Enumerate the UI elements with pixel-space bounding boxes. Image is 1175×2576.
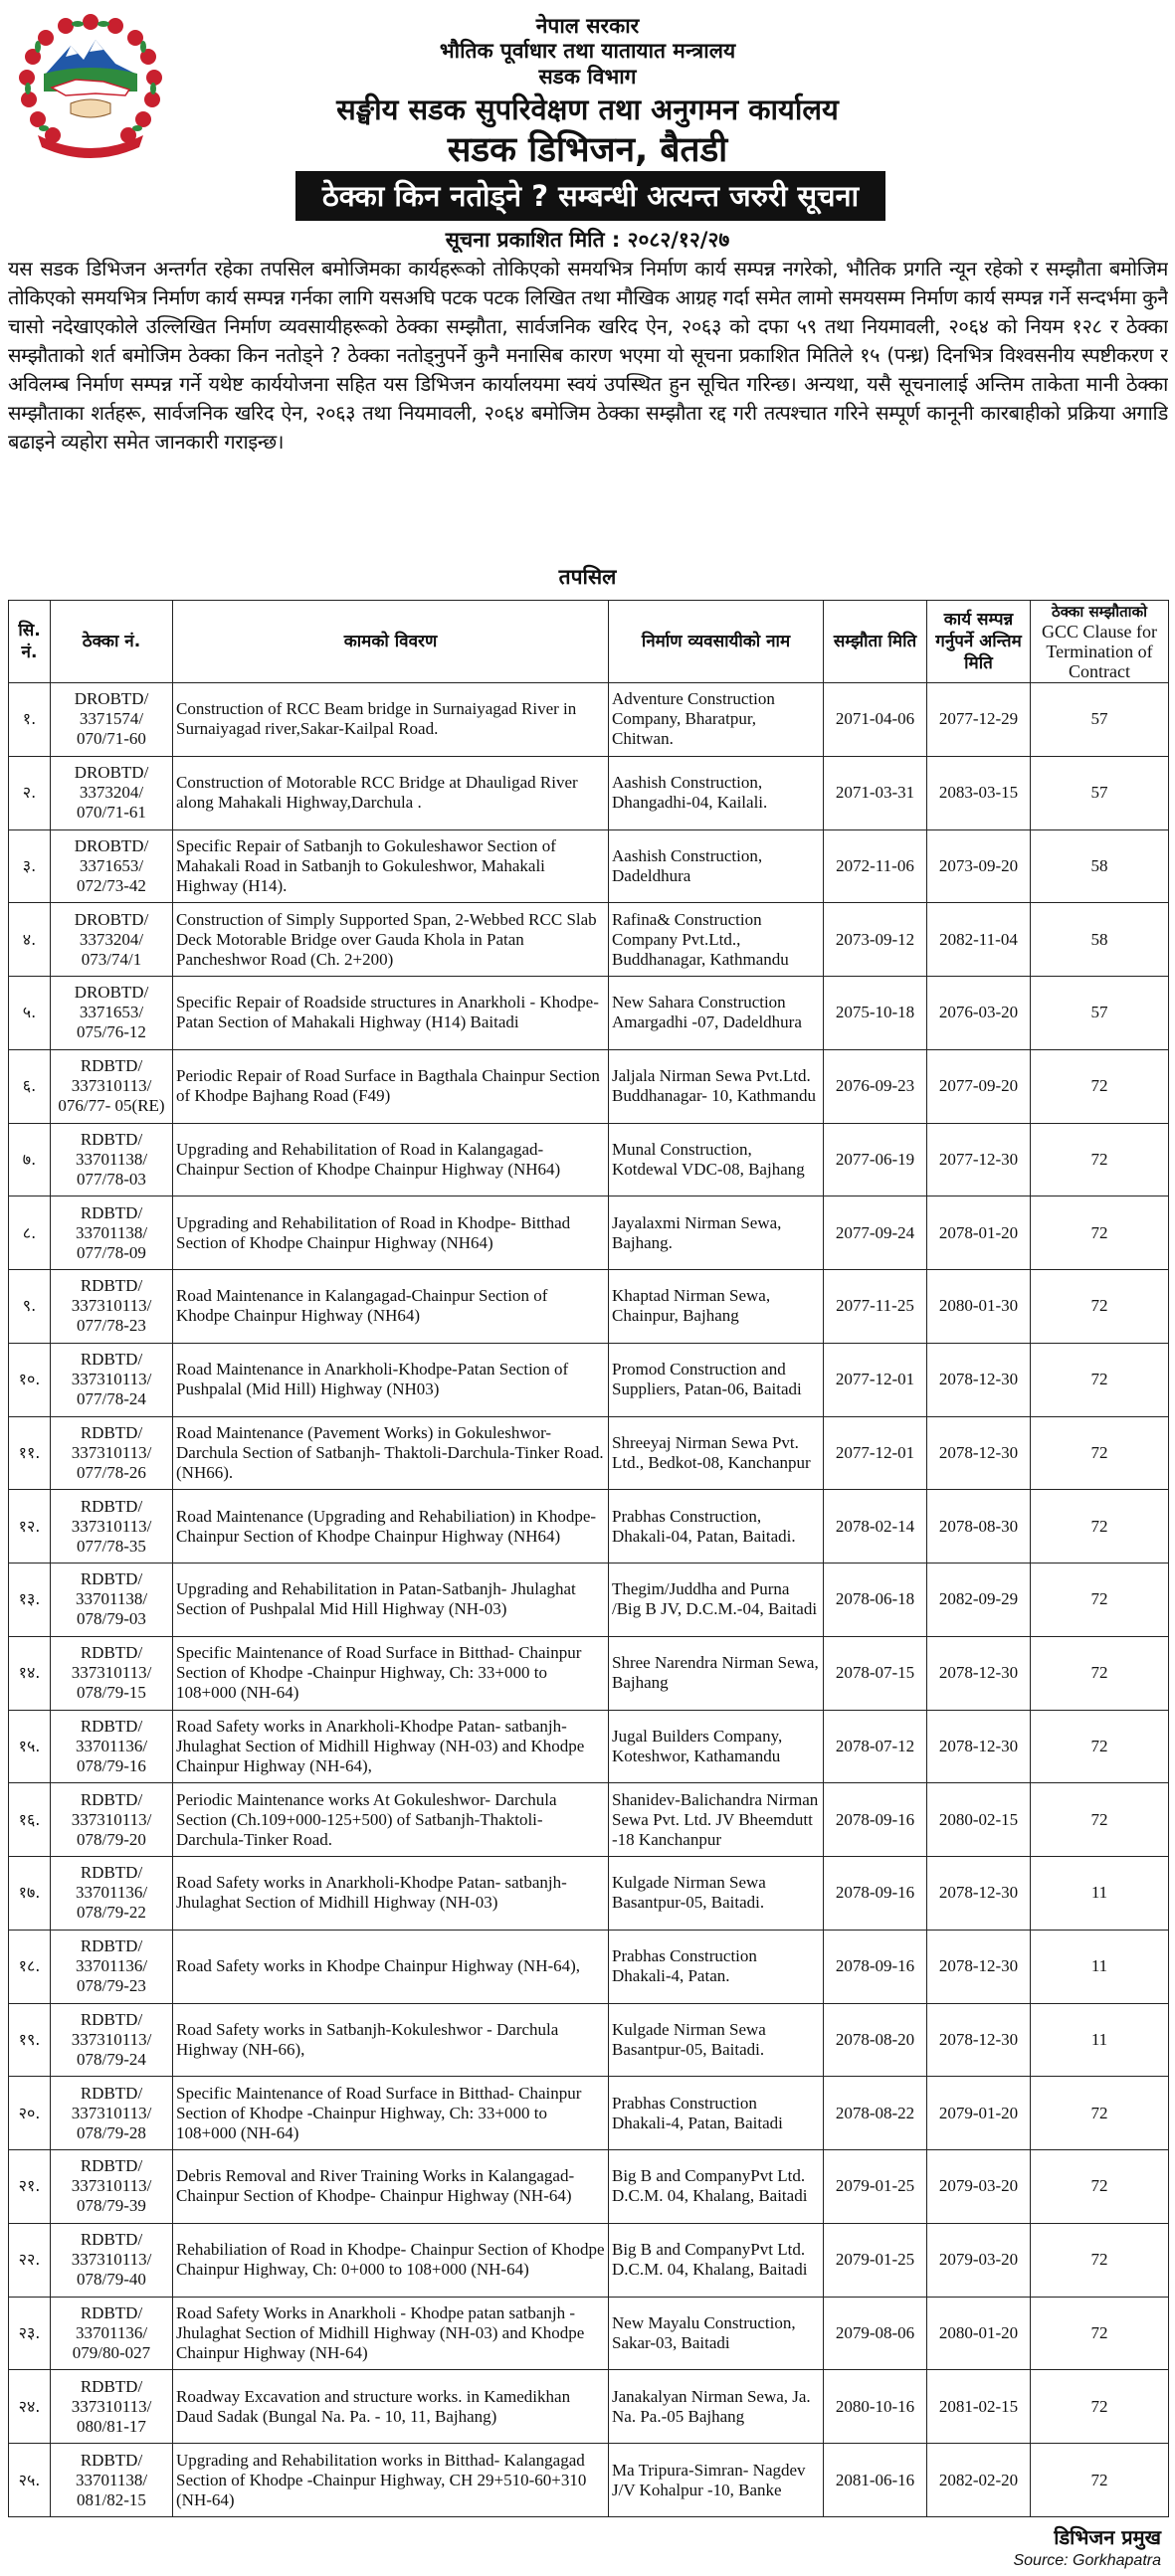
department-name: सडक विभाग (538, 65, 637, 89)
cell-contract-no: DROBTD/ 3373204/ 070/71-61 (51, 756, 173, 829)
cell-gcc-clause: 58 (1031, 829, 1169, 903)
cell-gcc-clause: 72 (1031, 1123, 1169, 1196)
cell-contractor: Shreeyaj Nirman Sewa Pvt. Ltd., Bedkot-08, Kanchanpur (609, 1416, 824, 1490)
cell-contractor: Promod Construction and Suppliers, Patan-06, Baitadi (609, 1343, 824, 1416)
govt-name: नेपाल सरकार (535, 14, 640, 38)
cell-contractor: Kulgade Nirman Sewa Basantpur-05, Baitadi. (609, 1857, 824, 1931)
cell-contractor: Shree Narendra Nirman Sewa, Bajhang (609, 1636, 824, 1710)
cell-description: Specific Repair of Roadside structures in Anarkholi - Khodpe-Patan Section of Mahakali Highway (H14) Baitadi (173, 977, 609, 1050)
cell-gcc-clause: 57 (1031, 756, 1169, 829)
cell-completion-date: 2078-01-20 (927, 1196, 1031, 1270)
cell-description: Debris Removal and River Training Works in Kalangagad-Chainpur Section of Khodpe- Chainpur Highway (NH-64) (173, 2150, 609, 2224)
cell-gcc-clause: 72 (1031, 2370, 1169, 2444)
table-row (9, 1270, 1169, 1344)
table-row (9, 2077, 1169, 2150)
cell-contractor: Ma Tripura-Simran- Nagdev J/V Kohalpur -10, Banke (609, 2444, 824, 2517)
cell-contract-no: RDBTD/ 33701138/ 078/79-03 (51, 1564, 173, 1637)
cell-contract-no: DROBTD/ 3371653/ 075/76-12 (51, 977, 173, 1050)
cell-contract-no: RDBTD/ 337310113/ 078/79-28 (51, 2077, 173, 2150)
cell-contractor: Jaljala Nirman Sewa Pvt.Ltd. Buddhanagar- 10, Kathmandu (609, 1049, 824, 1123)
table-row (9, 1710, 1169, 1783)
cell-agreement-date: 2078-06-18 (824, 1564, 927, 1637)
cell-agreement-date: 2078-02-14 (824, 1490, 927, 1564)
cell-agreement-date: 2079-01-25 (824, 2150, 927, 2224)
cell-serial: ८. (9, 1196, 51, 1270)
cell-completion-date: 2080-01-30 (927, 1270, 1031, 1344)
cell-serial: १७. (9, 1857, 51, 1931)
notice-title-banner: ठेक्का किन नतोड्ने ? सम्बन्धी अत्यन्त जरुरी सूचना (295, 171, 885, 221)
cell-description: Road Safety works in Anarkholi-Khodpe Patan- satbanjh-Jhulaghat Section of Midhill Highway (NH-03) and Khodpe Chainpur Highway (NH-64), (173, 1710, 609, 1783)
cell-description: Roadway Excavation and structure works. in Kamedikhan Daud Sadak (Bungal Na. Pa. - 10, 11, Bajhang) (173, 2370, 609, 2444)
cell-contractor: Janakalyan Nirman Sewa, Ja. Na. Pa.-05 Bajhang (609, 2370, 824, 2444)
cell-description: Road Maintenance (Pavement Works) in Gokuleshwor-Darchula Section of Satbanjh- Thaktoli-Darchula-Tinker Road. (NH66). (173, 1416, 609, 1490)
cell-contractor: Big B and CompanyPvt Ltd. D.C.M. 04, Khalang, Baitadi (609, 2150, 824, 2224)
cell-description: Construction of Simply Supported Span, 2-Webbed RCC Slab Deck Motorable Bridge over Gauda Khola in Patan Pancheshwor Road (Ch. 2+200) (173, 903, 609, 977)
published-date: सूचना प्रकाशित मिति : २०८२/१२/२७ (445, 228, 730, 252)
cell-gcc-clause: 72 (1031, 2077, 1169, 2150)
cell-serial: ५. (9, 977, 51, 1050)
cell-contract-no: RDBTD/ 337310113/ 078/79-40 (51, 2223, 173, 2297)
cell-completion-date: 2083-03-15 (927, 756, 1031, 829)
cell-contractor: Shanidev-Balichandra Nirman Sewa Pvt. Ltd. JV Bheemdutt -18 Kanchanpur (609, 1783, 824, 1857)
table-row (9, 1930, 1169, 2003)
cell-gcc-clause: 72 (1031, 1783, 1169, 1857)
cell-contract-no: DROBTD/ 3371653/ 072/73-42 (51, 829, 173, 903)
table-row (9, 2223, 1169, 2297)
cell-description: Rehabiliation of Road in Khodpe- Chainpur Section of Khodpe Chainpur Highway, Ch: 0+000 to 108+000 (NH-64) (173, 2223, 609, 2297)
cell-contract-no: RDBTD/ 337310113/ 078/79-39 (51, 2150, 173, 2224)
cell-serial: ४. (9, 903, 51, 977)
cell-agreement-date: 2077-12-01 (824, 1416, 927, 1490)
table-row (9, 2150, 1169, 2224)
cell-serial: ७. (9, 1123, 51, 1196)
cell-completion-date: 2080-02-15 (927, 1783, 1031, 1857)
cell-agreement-date: 2078-08-22 (824, 2077, 927, 2150)
cell-contract-no: RDBTD/ 33701136/ 079/80-027 (51, 2297, 173, 2370)
table-row (9, 683, 1169, 757)
cell-agreement-date: 2081-06-16 (824, 2444, 927, 2517)
cell-description: Periodic Maintenance works At Gokuleshwor- Darchula Section (Ch.109+000-125+500) of Satbanjh-Thaktoli-Darchula-Tinker Road. (173, 1783, 609, 1857)
cell-contractor: New Mayalu Construction, Sakar-03, Baitadi (609, 2297, 824, 2370)
cell-contract-no: RDBTD/ 337310113/ 078/79-24 (51, 2003, 173, 2077)
table-row (9, 977, 1169, 1050)
cell-gcc-clause: 72 (1031, 1049, 1169, 1123)
cell-description: Road Safety works in Khodpe Chainpur Highway (NH-64), (173, 1930, 609, 2003)
cell-contractor: Aashish Construction, Dadeldhura (609, 829, 824, 903)
cell-gcc-clause: 72 (1031, 1636, 1169, 1710)
cell-agreement-date: 2071-04-06 (824, 683, 927, 757)
cell-contract-no: RDBTD/ 337310113/ 077/78-26 (51, 1416, 173, 1490)
cell-description: Upgrading and Rehabilitation of Road in Khodpe- Bitthad Section of Khodpe Chainpur Highway (NH64) (173, 1196, 609, 1270)
col-header-gcc-nepali: ठेक्का सम्झौताको (1052, 603, 1147, 621)
cell-description: Specific Maintenance of Road Surface in Bitthad- Chainpur Section of Khodpe -Chainpur Highway, Ch: 33+000 to 108+000 (NH-64) (173, 2077, 609, 2150)
cell-contractor: Thegim/Juddha and Purna /Big B JV, D.C.M.-04, Baitadi (609, 1564, 824, 1637)
cell-completion-date: 2079-03-20 (927, 2223, 1031, 2297)
office-name: सङ्घीय सडक सुपरिवेक्षण तथा अनुगमन कार्यालय (336, 92, 839, 126)
cell-contractor: Kulgade Nirman Sewa Basantpur-05, Baitadi. (609, 2003, 824, 2077)
cell-description: Road Maintenance (Upgrading and Rehabiliation) in Khodpe-Chainpur Section of Khodpe Chainpur Highway (NH64) (173, 1490, 609, 1564)
cell-description: Specific Maintenance of Road Surface in Bitthad- Chainpur Section of Khodpe -Chainpur Highway, Ch: 33+000 to 108+000 (NH-64) (173, 1636, 609, 1710)
cell-agreement-date: 2073-09-12 (824, 903, 927, 977)
cell-contract-no: RDBTD/ 33701138/ 081/82-15 (51, 2444, 173, 2517)
cell-contractor: Prabhas Construction Dhakali-4, Patan. (609, 1930, 824, 2003)
cell-contractor: Munal Construction, Kotdewal VDC-08, Bajhang (609, 1123, 824, 1196)
cell-contractor: Big B and CompanyPvt Ltd. D.C.M. 04, Khalang, Baitadi (609, 2223, 824, 2297)
col-header-sn: सि. नं. (9, 601, 51, 683)
cell-serial: ९. (9, 1270, 51, 1344)
table-row (9, 1343, 1169, 1416)
cell-gcc-clause: 72 (1031, 1196, 1169, 1270)
cell-contract-no: RDBTD/ 337310113/ 080/81-17 (51, 2370, 173, 2444)
cell-contractor: Khaptad Nirman Sewa, Chainpur, Bajhang (609, 1270, 824, 1344)
cell-contract-no: RDBTD/ 337310113/ 077/78-23 (51, 1270, 173, 1344)
cell-serial: २१. (9, 2150, 51, 2224)
cell-gcc-clause: 72 (1031, 1270, 1169, 1344)
cell-contract-no: RDBTD/ 337310113/ 076/77- 05(RE) (51, 1049, 173, 1123)
cell-agreement-date: 2078-09-16 (824, 1857, 927, 1931)
cell-serial: २३. (9, 2297, 51, 2370)
cell-description: Upgrading and Rehabilitation works in Bitthad- Kalangagad Section of Khodpe -Chainpur Highway, CH 29+510-60+310 (NH-64) (173, 2444, 609, 2517)
cell-serial: ३. (9, 829, 51, 903)
cell-contract-no: RDBTD/ 33701138/ 077/78-03 (51, 1123, 173, 1196)
cell-serial: १०. (9, 1343, 51, 1416)
cell-serial: २०. (9, 2077, 51, 2150)
cell-description: Road Maintenance in Anarkholi-Khodpe-Patan Section of Pushpalal (Mid Hill) Highway (NH03) (173, 1343, 609, 1416)
col-header-contractor: निर्माण व्यवसायीको नाम (609, 601, 824, 683)
division-name: सडक डिभिजन, बैतडी (447, 130, 728, 170)
table-row (9, 2444, 1169, 2517)
cell-description: Construction of RCC Beam bridge in Surnaiyagad River in Surnaiyagad river,Sakar-Kailpal Road. (173, 683, 609, 757)
cell-completion-date: 2081-02-15 (927, 2370, 1031, 2444)
cell-completion-date: 2082-09-29 (927, 1564, 1031, 1637)
cell-completion-date: 2077-09-20 (927, 1049, 1031, 1123)
cell-serial: १४. (9, 1636, 51, 1710)
cell-completion-date: 2082-02-20 (927, 2444, 1031, 2517)
notice-body: यस सडक डिभिजन अन्तर्गत रहेका तपसिल बमोजिमका कार्यहरूको तोकिएको समयभित्र निर्माण कार्य सम्पन्न नगरेको, भौतिक प्रगति न्यून रहेको र सम्झौता बमोजिम तोकिएको समयभित्र निर्माण कार्य सम्पन्न गर्नका लागि यसअघि पटक पटक लिखित तथा मौखिक आग्रह गर्दा समेत लामो समयसम्म निर्माण कार्य सम्पन्न गर्ने सन्दर्भमा कुनै चासो नदेखाएकोले उल्लिखित निर्माण व्यवसायीहरूको ठेक्का सम्झौता, सार्वजनिक खरिद ऐन, २०६३ को दफा ५९ तथा नियमावली, २०६४ को नियम १२८ र ठेक्का सम्झौताको शर्त बमोजिम ठेक्का किन नतोड्ने ? ठेक्का नतोड्नुपर्ने कुनै मनासिब कारण भएमा यो सूचना प्रकाशित मितिले १५ (पन्ध्र) दिनभित्र विश्वसनीय स्पष्टीकरण र अविलम्ब निर्माण सम्पन्न गर्ने यथेष्ट कार्ययोजना सहित यस डिभिजन कार्यालयमा स्वयं उपस्थित हुन सूचित गरिन्छ। अन्यथा, यसै सूचनालाई अन्तिम ताकेता मानी ठेक्का सम्झौताका शर्तहरू, सार्वजनिक खरिद ऐन, २०६३ तथा नियमावली, २०६४ बमोजिम ठेक्का सम्झौता रद्द गरी तत्पश्चात गरिने सम्पूर्ण कानूनी कारबाहीको प्रक्रिया अगाडि बढाइने व्यहोरा समेत जानकारी गराइन्छ। (8, 257, 1168, 454)
table-title: तपसिल (558, 565, 617, 589)
col-header-completion-date: कार्य सम्पन्न गर्नुपर्ने अन्तिम मिति (927, 601, 1031, 683)
cell-gcc-clause: 72 (1031, 1416, 1169, 1490)
cell-gcc-clause: 58 (1031, 903, 1169, 977)
cell-agreement-date: 2078-09-16 (824, 1783, 927, 1857)
cell-serial: ६. (9, 1049, 51, 1123)
col-header-gcc (1031, 601, 1169, 683)
cell-contract-no: RDBTD/ 33701136/ 078/79-16 (51, 1710, 173, 1783)
cell-completion-date: 2080-01-20 (927, 2297, 1031, 2370)
table-row (9, 1857, 1169, 1931)
cell-completion-date: 2078-12-30 (927, 1710, 1031, 1783)
cell-gcc-clause: 72 (1031, 1710, 1169, 1783)
cell-completion-date: 2078-12-30 (927, 1930, 1031, 2003)
cell-agreement-date: 2080-10-16 (824, 2370, 927, 2444)
cell-serial: १९. (9, 2003, 51, 2077)
cell-serial: १३. (9, 1564, 51, 1637)
cell-agreement-date: 2075-10-18 (824, 977, 927, 1050)
cell-description: Upgrading and Rehabilitation in Patan-Satbanjh- Jhulaghat Section of Pushpalal Mid Hill Highway (NH-03) (173, 1564, 609, 1637)
cell-gcc-clause: 72 (1031, 2223, 1169, 2297)
table-row (9, 756, 1169, 829)
table-header-row (9, 601, 1169, 683)
cell-gcc-clause: 57 (1031, 683, 1169, 757)
col-header-gcc-english: GCC Clause for Termination of Contract (1042, 622, 1157, 681)
cell-completion-date: 2082-11-04 (927, 903, 1031, 977)
cell-gcc-clause: 72 (1031, 2444, 1169, 2517)
cell-description: Construction of Motorable RCC Bridge at Dhauligad River along Mahakali Highway,Darchula . (173, 756, 609, 829)
cell-agreement-date: 2078-09-16 (824, 1930, 927, 2003)
cell-serial: १८. (9, 1930, 51, 2003)
cell-serial: २. (9, 756, 51, 829)
cell-agreement-date: 2076-09-23 (824, 1049, 927, 1123)
table-row (9, 2370, 1169, 2444)
cell-contractor: Adventure Construction Company, Bharatpur, Chitwan. (609, 683, 824, 757)
table-row (9, 903, 1169, 977)
cell-contractor: Jugal Builders Company, Koteshwor, Kathamandu (609, 1710, 824, 1783)
cell-description: Road Maintenance in Kalangagad-Chainpur Section of Khodpe Chainpur Highway (NH64) (173, 1270, 609, 1344)
cell-contractor: Aashish Construction, Dhangadhi-04, Kailali. (609, 756, 824, 829)
cell-description: Upgrading and Rehabilitation of Road in Kalangagad-Chainpur Section of Khodpe Chainpur Highway (NH64) (173, 1123, 609, 1196)
cell-agreement-date: 2077-06-19 (824, 1123, 927, 1196)
cell-serial: २४. (9, 2370, 51, 2444)
cell-completion-date: 2078-12-30 (927, 2003, 1031, 2077)
cell-completion-date: 2078-12-30 (927, 1857, 1031, 1931)
cell-contractor: Jayalaxmi Nirman Sewa, Bajhang. (609, 1196, 824, 1270)
cell-serial: १. (9, 683, 51, 757)
cell-agreement-date: 2079-08-06 (824, 2297, 927, 2370)
cell-agreement-date: 2072-11-06 (824, 829, 927, 903)
cell-gcc-clause: 11 (1031, 1857, 1169, 1931)
cell-gcc-clause: 72 (1031, 2297, 1169, 2370)
cell-completion-date: 2078-12-30 (927, 1343, 1031, 1416)
cell-agreement-date: 2077-12-01 (824, 1343, 927, 1416)
cell-contract-no: DROBTD/ 3371574/ 070/71-60 (51, 683, 173, 757)
table-row (9, 1490, 1169, 1564)
cell-serial: १२. (9, 1490, 51, 1564)
col-header-description: कामको विवरण (173, 601, 609, 683)
table-row (9, 1783, 1169, 1857)
cell-description: Road Safety works in Anarkholi-Khodpe Patan- satbanjh-Jhulaghat Section of Midhill Highway (NH-03) (173, 1857, 609, 1931)
cell-serial: २२. (9, 2223, 51, 2297)
cell-completion-date: 2078-08-30 (927, 1490, 1031, 1564)
cell-completion-date: 2076-03-20 (927, 977, 1031, 1050)
table-row (9, 2003, 1169, 2077)
cell-completion-date: 2077-12-29 (927, 683, 1031, 757)
cell-completion-date: 2078-12-30 (927, 1416, 1031, 1490)
cell-completion-date: 2073-09-20 (927, 829, 1031, 903)
cell-completion-date: 2079-03-20 (927, 2150, 1031, 2224)
col-header-agreement-date: सम्झौता मिति (824, 601, 927, 683)
cell-agreement-date: 2077-09-24 (824, 1196, 927, 1270)
contracts-table (8, 600, 1169, 2517)
cell-contract-no: RDBTD/ 337310113/ 077/78-35 (51, 1490, 173, 1564)
table-row (9, 1049, 1169, 1123)
cell-completion-date: 2077-12-30 (927, 1123, 1031, 1196)
cell-gcc-clause: 11 (1031, 2003, 1169, 2077)
cell-serial: १५. (9, 1710, 51, 1783)
cell-contractor: Rafina& Construction Company Pvt.Ltd., Buddhanagar, Kathmandu (609, 903, 824, 977)
cell-gcc-clause: 72 (1031, 1343, 1169, 1416)
cell-contractor: Prabhas Construction Dhakali-4, Patan, Baitadi (609, 2077, 824, 2150)
cell-gcc-clause: 72 (1031, 2150, 1169, 2224)
table-row (9, 1123, 1169, 1196)
cell-description: Road Safety works in Satbanjh-Kokuleshwor - Darchula Highway (NH-66), (173, 2003, 609, 2077)
cell-contract-no: RDBTD/ 337310113/ 077/78-24 (51, 1343, 173, 1416)
cell-serial: २५. (9, 2444, 51, 2517)
cell-gcc-clause: 72 (1031, 1564, 1169, 1637)
cell-contract-no: RDBTD/ 337310113/ 078/79-15 (51, 1636, 173, 1710)
cell-contract-no: RDBTD/ 33701136/ 078/79-23 (51, 1930, 173, 2003)
cell-gcc-clause: 57 (1031, 977, 1169, 1050)
cell-serial: १६. (9, 1783, 51, 1857)
cell-completion-date: 2079-01-20 (927, 2077, 1031, 2150)
signature-division-chief: डिभिजन प्रमुख (1054, 2525, 1161, 2549)
cell-contractor: New Sahara Construction Amargadhi -07, Dadeldhura (609, 977, 824, 1050)
cell-contract-no: RDBTD/ 337310113/ 078/79-20 (51, 1783, 173, 1857)
ministry-name: भौतिक पूर्वाधार तथा यातायात मन्त्रालय (439, 39, 736, 63)
cell-agreement-date: 2079-01-25 (824, 2223, 927, 2297)
table-row (9, 1416, 1169, 1490)
cell-agreement-date: 2078-08-20 (824, 2003, 927, 2077)
cell-contract-no: DROBTD/ 3373204/ 073/74/1 (51, 903, 173, 977)
cell-contract-no: RDBTD/ 33701136/ 078/79-22 (51, 1857, 173, 1931)
cell-agreement-date: 2071-03-31 (824, 756, 927, 829)
source-credit: Source: Gorkhapatra (1013, 2552, 1161, 2569)
cell-description: Specific Repair of Satbanjh to Gokuleshawor Section of Mahakali Road in Satbanjh to Gokuleshwor, Mahakali Highway (H14). (173, 829, 609, 903)
cell-serial: ११. (9, 1416, 51, 1490)
table-row (9, 2297, 1169, 2370)
cell-description: Periodic Repair of Road Surface in Bagthala Chainpur Section of Khodpe Bajhang Road (F49) (173, 1049, 609, 1123)
table-row (9, 1564, 1169, 1637)
cell-contract-no: RDBTD/ 33701138/ 077/78-09 (51, 1196, 173, 1270)
table-row (9, 1636, 1169, 1710)
cell-agreement-date: 2077-11-25 (824, 1270, 927, 1344)
cell-agreement-date: 2078-07-15 (824, 1636, 927, 1710)
cell-agreement-date: 2078-07-12 (824, 1710, 927, 1783)
col-header-contract-no: ठेक्का नं. (51, 601, 173, 683)
cell-gcc-clause: 11 (1031, 1930, 1169, 2003)
cell-contractor: Prabhas Construction, Dhakali-04, Patan, Baitadi. (609, 1490, 824, 1564)
cell-completion-date: 2078-12-30 (927, 1636, 1031, 1710)
cell-description: Road Safety Works in Anarkholi - Khodpe patan satbanjh - Jhulaghat Section of Midhill Highway (NH-03) and Khodpe Chainpur Highway (NH-64) (173, 2297, 609, 2370)
table-row (9, 829, 1169, 903)
table-row (9, 1196, 1169, 1270)
cell-gcc-clause: 72 (1031, 1490, 1169, 1564)
